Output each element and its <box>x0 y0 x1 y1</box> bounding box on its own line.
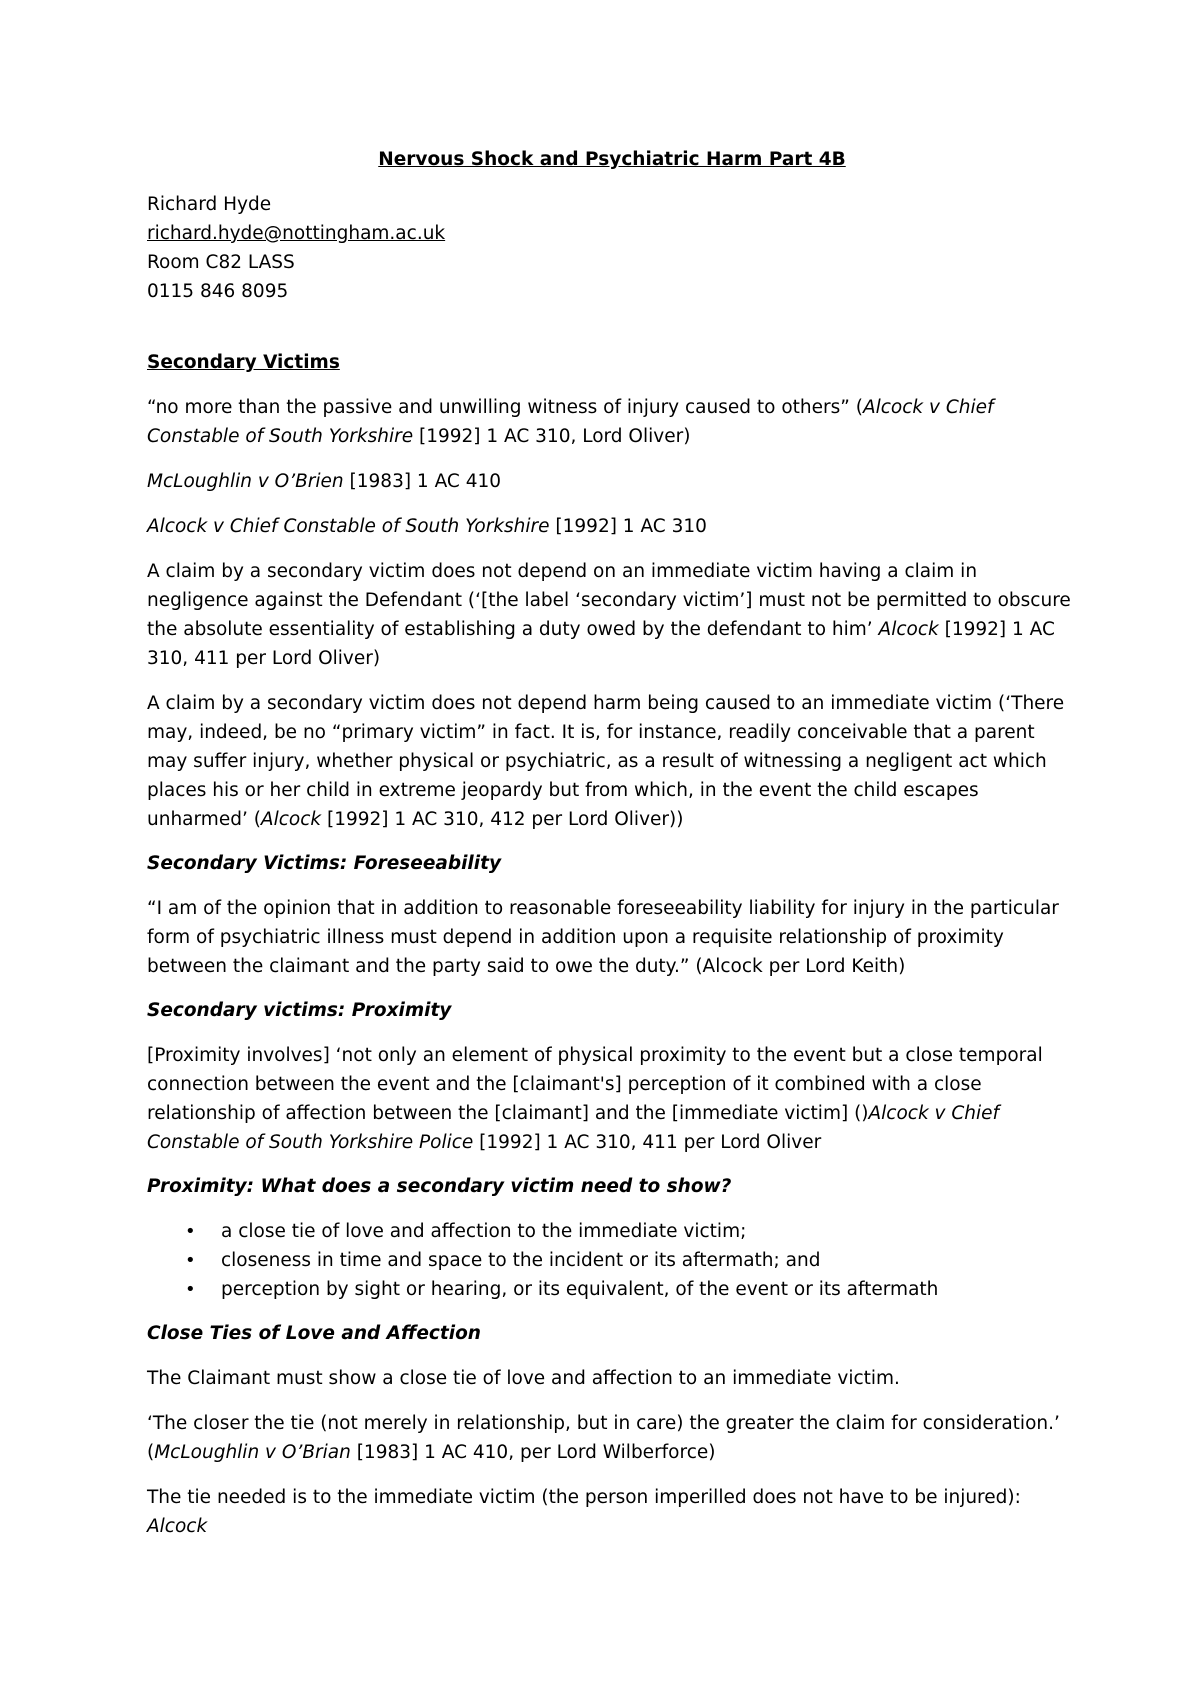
document-title: Nervous Shock and Psychiatric Harm Part 4B <box>378 149 846 170</box>
author-email-link[interactable]: richard.hyde@nottingham.ac.uk <box>147 223 446 244</box>
paragraph-text: The tie needed is to the immediate victim (the person imperilled does not have to be injured): <box>147 1487 1021 1508</box>
paragraph-foreseeability-quote: “I am of the opinion that in addition to reasonable foreseeability liability for injury in the particular form of psychiatric illness must depend in addition upon a requisite relationship of proximity between the claimant and the party said to owe the duty.” (Alcock per Lord Keith) <box>147 898 1059 977</box>
quote-text: “no more than the passive and unwilling witness of injury caused to others” ( <box>147 397 863 418</box>
paragraph-closer-the-tie <box>147 1409 1077 1467</box>
case-citation: [1992] 1 AC 310, 411 per Lord Oliver <box>473 1132 822 1153</box>
subheading-close-ties: Close Ties of Love and Affection <box>147 1323 481 1344</box>
case-name: McLoughlin v O’Brian <box>154 1442 351 1463</box>
case-name: Alcock <box>147 1516 208 1537</box>
case-name: Alcock <box>878 619 939 640</box>
case-name: Alcock v Chief Constable of South Yorkshire Police <box>147 1103 1000 1153</box>
case-citation: [1992] 1 AC 310, Lord Oliver) <box>413 426 691 447</box>
case-reference-mcloughlin <box>147 467 1077 496</box>
quote-paragraph <box>147 393 1077 451</box>
paragraph-text: A claim by a secondary victim does not depend on an immediate victim having a claim in negligence against the Defendant (‘[the label ‘secondary victim’] must not be permitted to obscure the absolute essentiality of establishing a duty owed by the defendant to him’ <box>147 561 1071 640</box>
bullet-icon: • <box>185 1250 196 1271</box>
author-name: Richard Hyde <box>147 194 272 215</box>
subheading-foreseeability: Secondary Victims: Foreseeability <box>147 853 502 874</box>
section-heading-secondary-victims: Secondary Victims <box>147 352 340 373</box>
case-name: Alcock v Chief Constable of South Yorkshire <box>147 516 550 537</box>
case-citation: [1983] 1 AC 410, per Lord Wilberforce) <box>350 1442 716 1463</box>
list-item <box>147 1217 1077 1246</box>
paragraph-tie-needed <box>147 1483 1077 1541</box>
case-name: McLoughlin v O’Brien <box>147 471 344 492</box>
case-citation: [1992] 1 AC 310, 411 per Lord Oliver) <box>147 619 1055 669</box>
paragraph-immediate-victim-harm <box>147 689 1077 834</box>
subheading-proximity: Secondary victims: Proximity <box>147 1000 452 1021</box>
paragraph-proximity-quote <box>147 1041 1077 1157</box>
list-item <box>147 1246 1077 1275</box>
list-item <box>147 1275 1077 1304</box>
case-citation: [1992] 1 AC 310 <box>549 516 707 537</box>
paragraph-text: A claim by a secondary victim does not depend harm being caused to an immediate victim (‘There may, indeed, be no “primary victim” in fact. It is, for instance, readily conceivable that a parent may suffer injury, whether physical or psychiatric, as a result of witnessing a negligent act which places his or her child in extreme jeopardy but from which, in the event the child escapes unharmed’ ( <box>147 693 1065 830</box>
paragraph-text: ‘The closer the tie (not merely in relationship, but in care) the greater the claim for consideration.’ ( <box>147 1413 1060 1463</box>
subheading-what-to-show: Proximity: What does a secondary victim need to show? <box>147 1176 732 1197</box>
spacer <box>147 306 1077 349</box>
case-citation: [1992] 1 AC 310, 412 per Lord Oliver)) <box>321 809 684 830</box>
paragraph-text: [Proximity involves] ‘not only an element of physical proximity to the event but a close temporal connection between the event and the [claimant's] perception of it combined with a close relationship of affection between the [claimant] and the [immediate victim] () <box>147 1045 1043 1124</box>
list-item-text: perception by sight or hearing, or its equivalent, of the event or its aftermath <box>221 1279 939 1300</box>
bullet-icon: • <box>185 1221 196 1242</box>
case-reference-alcock <box>147 512 1077 541</box>
case-name: Alcock <box>260 809 322 830</box>
bullet-icon: • <box>185 1279 196 1300</box>
paragraph-close-tie: The Claimant must show a close tie of love and affection to an immediate victim. <box>147 1368 900 1389</box>
case-citation: [1983] 1 AC 410 <box>343 471 502 492</box>
list-item-text: closeness in time and space to the incident or its aftermath; and <box>221 1250 821 1271</box>
paragraph-immediate-victim-claim <box>147 557 1077 673</box>
requirements-list <box>147 1217 1077 1304</box>
case-name: Alcock v Chief Constable of South Yorkshire <box>147 397 994 447</box>
contact-block <box>147 190 1077 306</box>
author-room: Room C82 LASS <box>147 252 295 273</box>
author-phone: 0115 846 8095 <box>147 281 289 302</box>
list-item-text: a close tie of love and affection to the immediate victim; <box>221 1221 747 1242</box>
document-page <box>147 146 1077 1557</box>
